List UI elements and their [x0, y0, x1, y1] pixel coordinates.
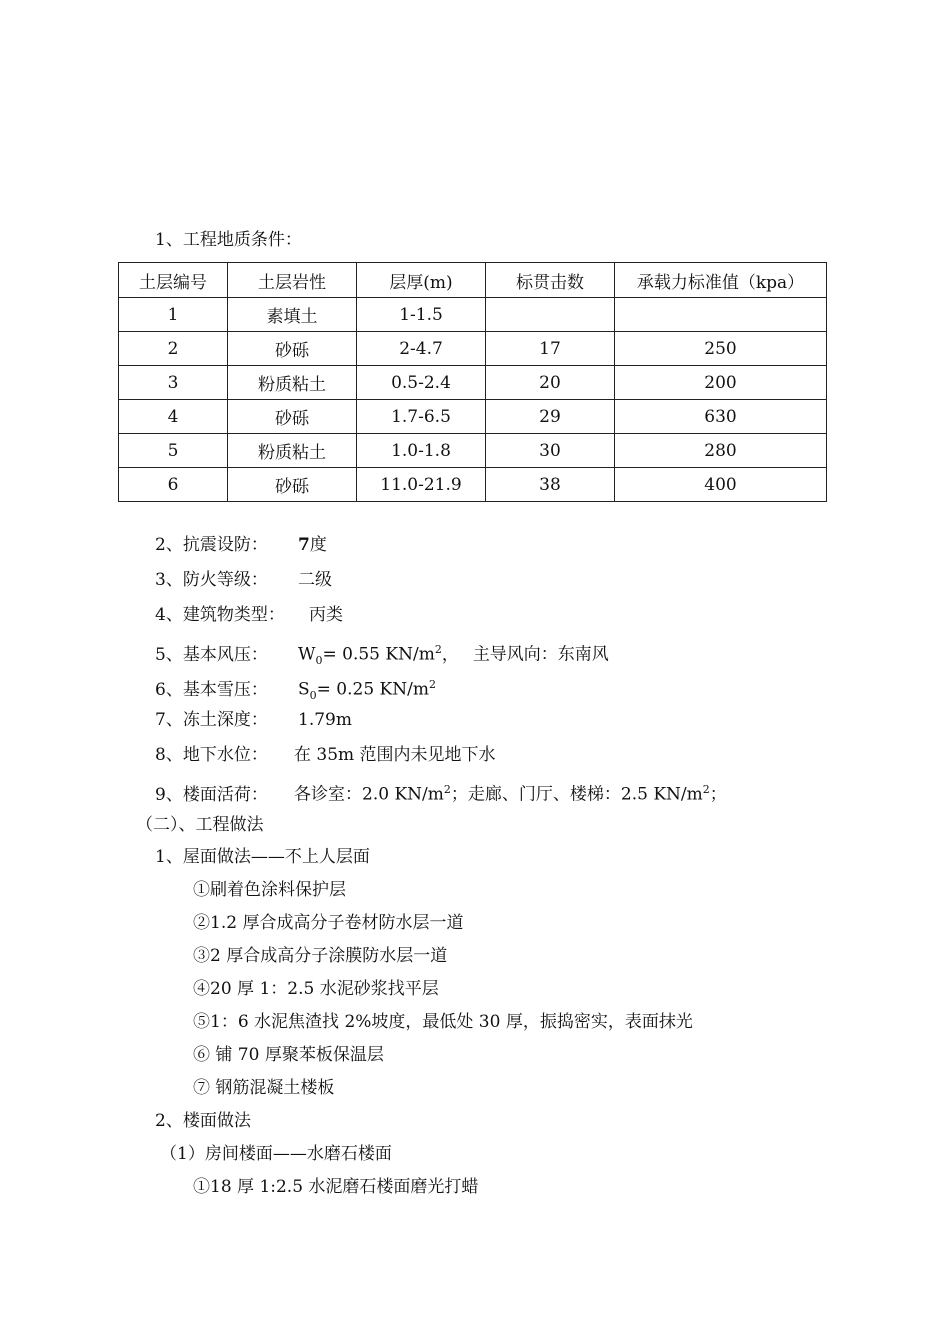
item-label: 2、抗震设防：: [155, 535, 268, 555]
section-title: 1、工程地质条件：: [155, 230, 302, 250]
item-wind-pressure: [155, 639, 609, 672]
table-cell: 2-4.7: [357, 332, 486, 366]
item-value: 7: [298, 535, 310, 555]
unit-superscript: 2: [443, 783, 451, 796]
item-unit: 度: [309, 535, 327, 555]
column-header: 土层岩性: [228, 263, 357, 298]
table-cell: 38: [486, 468, 615, 502]
table-row: [119, 400, 827, 434]
column-header: 土层编号: [119, 263, 228, 298]
table-row: [119, 468, 827, 502]
separator: ，: [441, 644, 459, 665]
table-cell: [615, 298, 827, 332]
table-row: [119, 366, 827, 400]
table-cell: 粉质粘土: [228, 434, 357, 468]
table-row: [119, 332, 827, 366]
table-cell: 20: [486, 366, 615, 400]
item-building-type: [155, 604, 343, 626]
list-item: ⑤1：6 水泥焦渣找 2%坡度，最低处 30 厚，振捣密实，表面抹光: [193, 1012, 693, 1032]
wind-subscript: 0: [315, 654, 323, 668]
item-value: 1.79m: [298, 710, 352, 730]
list-item: ②1.2 厚合成高分子卷材防水层一道: [193, 913, 464, 933]
list-item: ③2 厚合成高分子涂膜防水层一道: [193, 946, 448, 966]
item-seismic: [155, 534, 327, 556]
subsection-title: （1）房间楼面——水磨石楼面: [160, 1144, 392, 1164]
column-header: 层厚(m): [357, 263, 486, 298]
table-cell: 1: [119, 298, 228, 332]
unit-superscript: 2: [428, 678, 436, 691]
item-label: 6、基本雪压：: [155, 679, 268, 700]
list-item: ①18 厚 1:2.5 水泥磨石楼面磨光打蜡: [193, 1177, 479, 1197]
item-label: 8、地下水位：: [155, 745, 268, 765]
table-header-row: [119, 263, 827, 298]
item-frost-depth: [155, 709, 352, 731]
table-cell: 素填土: [228, 298, 357, 332]
table-cell: 6: [119, 468, 228, 502]
table-cell: 砂砾: [228, 400, 357, 434]
table-cell: 17: [486, 332, 615, 366]
table-row: [119, 298, 827, 332]
item-value: = 0.25 KN/m: [316, 679, 429, 700]
table-cell: 1.0-1.8: [357, 434, 486, 468]
item-groundwater: [155, 744, 496, 766]
item-value: 在 35m 范围内未见地下水: [294, 745, 496, 765]
table-cell: 30: [486, 434, 615, 468]
list-item: ⑦ 钢筋混凝土楼板: [193, 1078, 335, 1098]
wind-direction: 主导风向：东南风: [472, 644, 609, 665]
unit-superscript: 2: [434, 643, 442, 656]
table-cell: 11.0-21.9: [357, 468, 486, 502]
section-title: （二）、工程做法: [136, 815, 264, 835]
table-cell: 砂砾: [228, 332, 357, 366]
unit-superscript: 2: [702, 783, 710, 796]
item-fire: [155, 569, 332, 591]
table-cell: 29: [486, 400, 615, 434]
table-row: [119, 434, 827, 468]
table-cell: 400: [615, 468, 827, 502]
item-value: ；走廊、门厅、楼梯：2.5 KN/m: [450, 784, 703, 805]
table-cell: 630: [615, 400, 827, 434]
table-cell: 3: [119, 366, 228, 400]
column-header: 标贯击数: [486, 263, 615, 298]
table-cell: [486, 298, 615, 332]
table-cell: 砂砾: [228, 468, 357, 502]
table-cell: 280: [615, 434, 827, 468]
list-item: ⑥ 铺 70 厚聚苯板保温层: [193, 1045, 384, 1065]
item-label: 3、防火等级：: [155, 570, 268, 590]
table-cell: 1.7-6.5: [357, 400, 486, 434]
item-value: = 0.55 KN/m: [322, 644, 435, 665]
item-value: 丙类: [309, 605, 343, 625]
item-label: 5、基本风压：: [155, 644, 268, 665]
table-cell: 250: [615, 332, 827, 366]
table-cell: 5: [119, 434, 228, 468]
list-item: ④20 厚 1：2.5 水泥砂浆找平层: [193, 979, 439, 999]
subsection-title: 2、楼面做法: [155, 1111, 251, 1131]
table-cell: 1-1.5: [357, 298, 486, 332]
separator: ；: [709, 784, 727, 805]
wind-symbol: W: [298, 644, 316, 665]
table-cell: 4: [119, 400, 228, 434]
item-value: 各诊室：2.0 KN/m: [294, 784, 444, 805]
geology-table: [118, 262, 827, 502]
table-cell: 0.5-2.4: [357, 366, 486, 400]
table-cell: 粉质粘土: [228, 366, 357, 400]
item-label: 4、建筑物类型：: [155, 605, 285, 625]
item-floor-load: [155, 779, 727, 806]
table-cell: 200: [615, 366, 827, 400]
list-item: ①刷着色涂料保护层: [193, 880, 346, 900]
item-label: 9、楼面活荷：: [155, 784, 268, 805]
item-value: 二级: [298, 570, 332, 590]
item-snow-pressure: [155, 674, 436, 707]
table-cell: 2: [119, 332, 228, 366]
item-label: 7、冻土深度：: [155, 710, 268, 730]
snow-symbol: S: [298, 679, 310, 700]
snow-subscript: 0: [309, 689, 317, 703]
subsection-title: 1、屋面做法——不上人层面: [155, 847, 370, 867]
column-header: 承载力标准值（kpa）: [615, 263, 827, 298]
